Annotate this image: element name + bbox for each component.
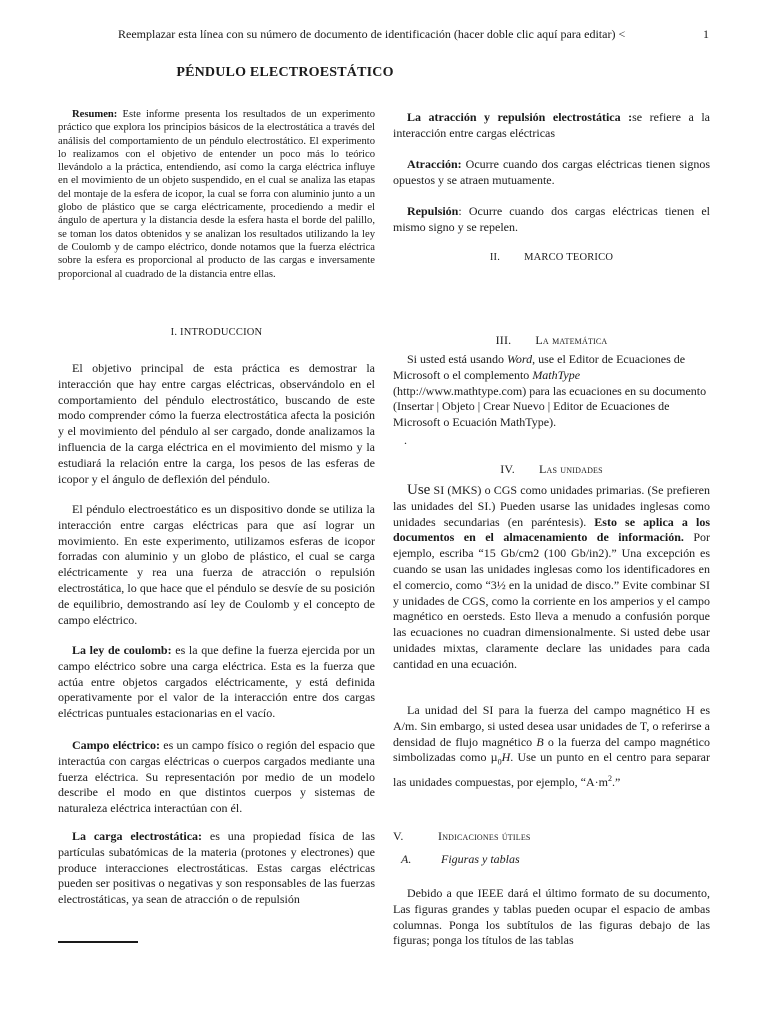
section-title: Las unidades bbox=[538, 462, 603, 476]
figuras-paragraph: Debido a que IEEE dará el último formato de su documento, Las figuras grandes y tablas pueden ocupar el espacio de ambas columnas. Ponga los subtítulos de las figuras debajo de las figuras; ponga los títulos de las tablas bbox=[393, 886, 710, 948]
section-number: II. bbox=[489, 252, 501, 263]
unidades-text-b: Por ejemplo, escriba “15 Gb/cm2 (100 Gb/in2).” Una excepción es cuando se usan las unidades inglesas como los identificadores en el comercio, como “3½ en la unidad de disco.” Evite combinar SI y unidades de CGS, como la corriente en los amperios y el campo magnético en oersteds. Esto lleva a menudo a confusión porque las ecuaciones no cuadran dimensionalmente. Si usted debe usar unidades mixtas, claramente declare las unidades para cada cantidad en una ecuación. bbox=[393, 530, 711, 671]
carga-electrostatica-text: es una propiedad física de las partículas subatómicas de la materia (protones y electrones) que produce interacciones electrostáticas. Estas cargas eléctricas pueden ser positivas o negativas y son responsables de las fuerzas electrostáticas, ya sean de atracción o de repulsión bbox=[58, 829, 375, 907]
carga-electrostatica-paragraph bbox=[58, 829, 375, 908]
campo-electrico-paragraph bbox=[58, 738, 375, 817]
abstract bbox=[58, 108, 375, 281]
intro-paragraph-2: El péndulo electroestático es un dispositivo donde se utiliza la interacción entre cargas eléctricas para que así lograr un movimiento. En este experimento, utilizamos esferas de icopor forradas con aluminio y un globo de plástico, el cual se carga eléctricamente y rea una fuerza de atracción o repulsión electrostática, lo que hace que el péndulo se desvíe de su posición de equilibrio, demostrando así ley de Coulomb y el concepto de campo eléctrico. bbox=[58, 502, 375, 627]
u2-subscript: 0 bbox=[497, 757, 502, 767]
atraccion-label: Atracción: bbox=[407, 157, 462, 171]
atraccion-repulsion-label: La atracción y repulsión electrostática : bbox=[407, 110, 633, 124]
atraccion-text: Ocurre cuando dos cargas eléctricas tienen signos opuestos y se atraen mutuamente. bbox=[393, 157, 710, 187]
repulsion-label: Repulsión bbox=[407, 204, 459, 218]
unidades-text-a: SI (MKS) o CGS como unidades primarias. (Se prefieren las unidades del SI.) Pueden usarse las unidades inglesas como unidades secundarias (en paréntesis). bbox=[393, 483, 710, 529]
u2-text-b: o la fuerza del campo magnético simbolizadas como µ bbox=[393, 734, 710, 765]
header-text: Reemplazar esta línea con su número de documento de identificación (hacer doble clic aquí para editar) < bbox=[118, 27, 626, 41]
campo-electrico-label: Campo eléctrico: bbox=[72, 738, 160, 752]
repulsion-paragraph bbox=[393, 204, 710, 236]
section-heading-matematica bbox=[393, 333, 710, 348]
section-number: V. bbox=[393, 829, 404, 843]
coulomb-text: es la que define la fuerza ejercida por un campo eléctrico sobre una carga eléctrica. Esta es la fuerza que actúa entre objetos cargados eléctricamente, y está definida operativamente por el valor de la interacción entre dos cargas eléctricas puntuales estacionarias en el vacío. bbox=[58, 643, 375, 721]
atraccion-repulsion-paragraph bbox=[393, 110, 710, 142]
section-number: IV. bbox=[500, 462, 515, 476]
section-heading-unidades bbox=[393, 462, 710, 477]
carga-electrostatica-label: La carga electrostática: bbox=[72, 829, 203, 843]
footnote-rule bbox=[58, 941, 138, 943]
coulomb-label: La ley de coulomb: bbox=[72, 643, 172, 657]
math-text-c: (http://www.mathtype.com) para las ecuaciones en su documento (Insertar | Objeto | Crear Nuevo | Editor de Ecuaciones de Microsoft o Ecuación MathType). bbox=[393, 383, 707, 430]
atraccion-repulsion-text: se refiere a la interacción entre cargas eléctricas bbox=[393, 110, 710, 140]
subsection-title: Figuras y tablas bbox=[441, 852, 520, 866]
stray-dot: . bbox=[404, 433, 407, 447]
unidades-bold: Esto se aplica a los documentos en el almacenamiento de información. bbox=[393, 514, 710, 545]
section-title: MARCO TEORICO bbox=[524, 252, 614, 263]
u2-symbol-h: H bbox=[501, 750, 511, 765]
u2-superscript: 2 bbox=[607, 773, 612, 783]
u2-text-c: . Use un punto en el centro para separar las unidades compuestas, por ejemplo, “A·m bbox=[393, 750, 710, 789]
intro-paragraph-1: El objetivo principal de esta práctica es demostrar la interacción que hay entre cargas eléctricas, observándolo en el comportamiento del péndulo electrostático, buscando de este modo comprender cómo la fuerza electrostática afecta la posición y el movimiento del péndulo al ser cargado, donde analizamos la influencia de la carga eléctrica en el movimiento del mismo y la estudiará la relación entre la carga, los pesos de las esferas de icopor y el ángulo de deflexión del péndulo. bbox=[58, 361, 375, 486]
section-title: La matemática bbox=[535, 333, 608, 347]
section-title: Indicaciones útiles bbox=[438, 829, 531, 843]
atraccion-paragraph bbox=[393, 157, 710, 189]
use-word: Use bbox=[407, 482, 431, 498]
u2-text-a: La unidad del SI para la fuerza del campo magnético H es A/m. Sin embargo, si usted desea usar unidades de T, o referirse a densidad de flujo magnético bbox=[393, 703, 710, 749]
section-title: INTRODUCCION bbox=[180, 327, 263, 338]
u2-symbol-b: B bbox=[536, 734, 544, 749]
section-number: I. bbox=[170, 327, 178, 338]
campo-electrico-text: es un campo físico o región del espacio que interactúa con cargas eléctricas o cuerpos cargados mediante una fuerza eléctrica. Su representación por medio de un modelo describe el modo en que distintos cuerpos y sistemas de naturaleza eléctrica interactúan con él. bbox=[58, 738, 375, 816]
paper-title: PÉNDULO ELECTROESTÁTICO bbox=[176, 65, 394, 80]
page-number: 1 bbox=[703, 27, 709, 41]
unidades-paragraph-1 bbox=[393, 483, 710, 673]
section-heading-introduccion bbox=[58, 327, 375, 338]
abstract-label: Resumen: bbox=[72, 109, 118, 120]
unidades-paragraph-2 bbox=[393, 703, 710, 790]
u2-text-d: .” bbox=[611, 774, 621, 789]
section-number: III. bbox=[495, 333, 512, 347]
subsection-letter: A. bbox=[401, 852, 412, 866]
math-text-a: Si usted está usando bbox=[407, 352, 507, 366]
coulomb-paragraph bbox=[58, 643, 375, 722]
subsection-heading-figuras bbox=[401, 852, 520, 867]
section-heading-indicaciones bbox=[393, 829, 710, 844]
matematica-paragraph bbox=[393, 352, 710, 431]
abstract-text: Este informe presenta los resultados de un experimento práctico que explora los principios básicos de la electrostática a través del análisis del comportamiento de un péndulo electrostático. El experimento lo realizamos con el objetivo de entender un poco más lo teórico llevándolo a la práctica, entendiendo, así como la carga eléctrica influye en el movimiento de un objeto suspendido, en el cual se analiza las etapas del montaje de la esfera de icopor, la cual se forra con aluminio junto a un globo de plástico que se carga eléctricamente, procediendo a medir el ángulo de apertura y la distancia desde la esfera hasta el borde del palillo, se toman los datos obtenidos y se analizan los resultados utilizando la ley de Coulomb y de campo eléctrico, donde notamos que la fuerza eléctrica sobre la esfera es proporcional al producto de las cargas e inversamente proporcional al cuadrado de la distancia entre ellas. bbox=[58, 109, 375, 280]
section-heading-marco-teorico bbox=[393, 252, 710, 263]
math-text-b: , use el Editor de Ecuaciones de Microsoft o el complemento bbox=[393, 352, 686, 382]
repulsion-text: : Ocurre cuando dos cargas eléctricas tienen el mismo signo y se repelen. bbox=[393, 204, 710, 234]
math-mathtype: MathType bbox=[532, 367, 581, 382]
math-word: Word bbox=[507, 352, 533, 366]
